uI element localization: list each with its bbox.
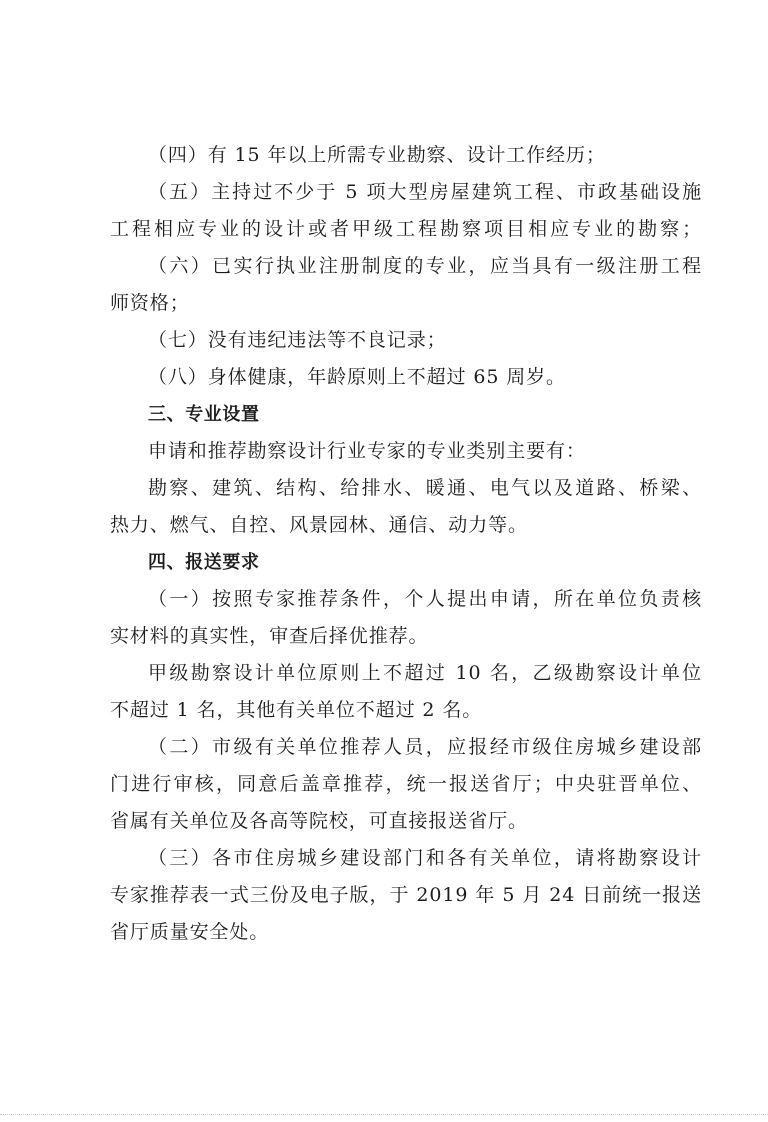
- quota-line-2: 不超过 1 名，其他有关单位不超过 2 名。: [110, 699, 483, 721]
- requirement-one-line-2: 实材料的真实性，审查后择优推荐。: [110, 625, 429, 647]
- section-heading-requirements: 四、报送要求: [148, 552, 260, 573]
- requirement-three-line-2: 专家推荐表一式三份及电子版，于 2019 年 5 月 24 日前统一报送: [110, 884, 702, 906]
- item-six-line-2: 师资格；: [110, 292, 190, 314]
- item-five-line-2: 工程相应专业的设计或者甲级工程勘察项目相应专业的勘察；: [110, 218, 702, 240]
- item-four: （四）有 15 年以上所需专业勘察、设计工作经历；: [148, 144, 606, 166]
- item-eight: （八）身体健康，年龄原则上不超过 65 周岁。: [148, 366, 566, 388]
- specialties-list-line-1: 勘察、建筑、结构、给排水、暖通、电气以及道路、桥梁、: [148, 477, 702, 499]
- item-five-line-1: （五）主持过不少于 5 项大型房屋建筑工程、市政基础设施: [148, 181, 702, 203]
- item-seven: （七）没有违纪违法等不良记录；: [148, 329, 447, 351]
- requirement-three-line-3: 省厅质量安全处。: [110, 921, 270, 943]
- requirement-one-line-1: （一）按照专家推荐条件，个人提出申请，所在单位负责核: [148, 588, 702, 610]
- quota-line-1: 甲级勘察设计单位原则上不超过 10 名，乙级勘察设计单位: [148, 662, 702, 684]
- item-six-line-1: （六）已实行执业注册制度的专业，应当具有一级注册工程: [148, 255, 702, 277]
- section-heading-specialties: 三、专业设置: [148, 404, 260, 425]
- document-body: [110, 137, 702, 951]
- requirement-three-line-1: （三）各市住房城乡建设部门和各有关单位，请将勘察设计: [148, 847, 702, 869]
- page-bottom-divider: [0, 1114, 768, 1115]
- specialties-intro: 申请和推荐勘察设计行业专家的专业类别主要有：: [148, 440, 586, 462]
- requirement-two-line-2: 门进行审核，同意后盖章推荐，统一报送省厅；中央驻晋单位、: [110, 773, 702, 795]
- requirement-two-line-1: （二）市级有关单位推荐人员，应报经市级住房城乡建设部: [148, 736, 702, 758]
- requirement-two-line-3: 省属有关单位及各高等院校，可直接报送省厅。: [110, 810, 528, 832]
- specialties-list-line-2: 热力、燃气、自控、风景园林、通信、动力等。: [110, 514, 528, 536]
